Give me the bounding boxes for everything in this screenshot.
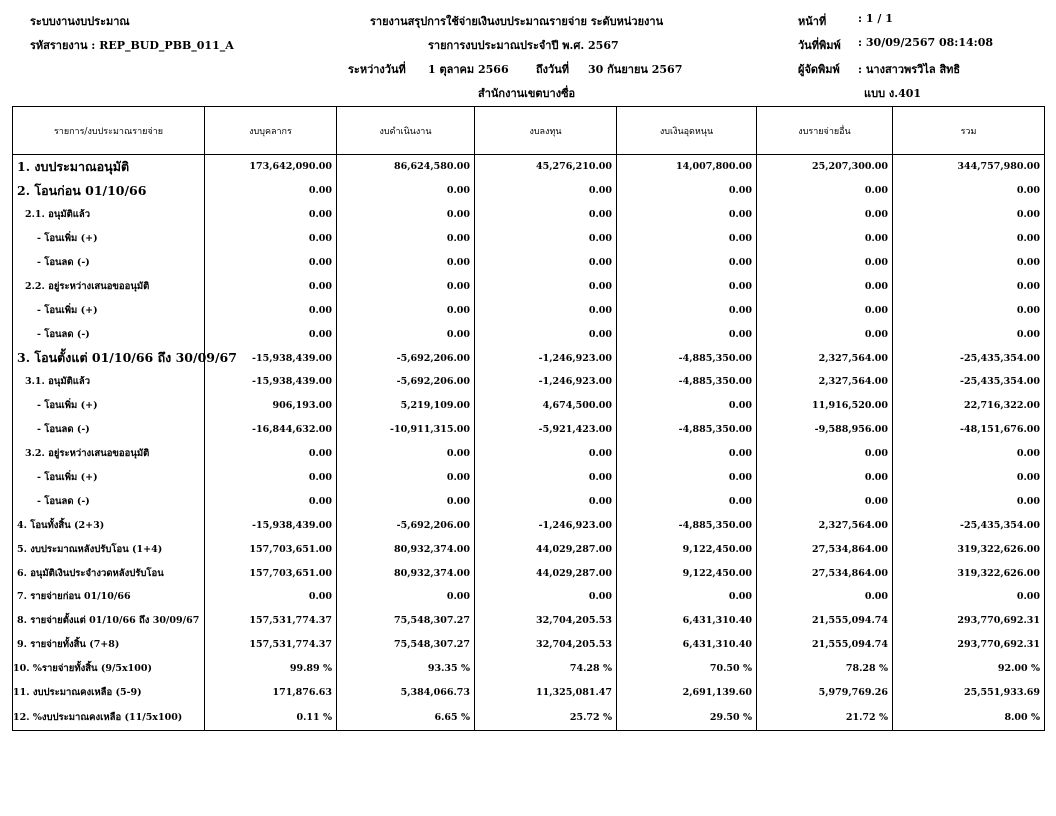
cell-value: 44,029,287.00	[475, 561, 617, 585]
column-header: งบดำเนินงาน	[337, 107, 475, 155]
page-label: หน้าที่	[798, 15, 827, 28]
cell-value: 5,219,109.00	[337, 394, 475, 418]
cell-value: 0.00	[205, 179, 337, 203]
cell-value: 0.00	[475, 585, 617, 609]
cell-value: 0.00	[205, 322, 337, 346]
cell-value: 9,122,450.00	[617, 561, 757, 585]
cell-value: 0.00	[475, 442, 617, 466]
cell-value: -25,435,354.00	[893, 513, 1045, 537]
cell-value: -4,885,350.00	[617, 370, 757, 394]
row-label: 10. %รายจ่ายทั้งสิ้น (9/5x100)	[13, 657, 205, 681]
cell-value: 2,327,564.00	[757, 513, 893, 537]
cell-value: -9,588,956.00	[757, 418, 893, 442]
cell-value: 0.00	[475, 251, 617, 275]
report-subtitle: รายการงบประมาณประจำปี พ.ศ. 2567	[428, 39, 619, 52]
table-row	[13, 346, 1045, 370]
cell-value: 0.00	[757, 298, 893, 322]
cell-value: -48,151,676.00	[893, 418, 1045, 442]
cell-value: 75,548,307.27	[337, 609, 475, 633]
cell-value: 2,327,564.00	[757, 346, 893, 370]
cell-value: -1,246,923.00	[475, 513, 617, 537]
cell-value: 27,534,864.00	[757, 537, 893, 561]
cell-value: 0.00	[205, 585, 337, 609]
cell-value: 0.00	[617, 203, 757, 227]
row-label: 3. โอนตั้งแต่ 01/10/66 ถึง 30/09/67	[13, 346, 205, 370]
cell-value: 0.00	[337, 322, 475, 346]
table-row	[13, 274, 1045, 298]
table-row	[13, 609, 1045, 633]
cell-value: 173,642,090.00	[205, 155, 337, 179]
cell-value: -1,246,923.00	[475, 370, 617, 394]
cell-value: 0.00	[617, 585, 757, 609]
cell-value: 0.00	[893, 442, 1045, 466]
cell-value: 0.00	[617, 298, 757, 322]
cell-value: 0.00	[337, 179, 475, 203]
cell-value: 99.89 %	[205, 657, 337, 681]
row-label: 2.2. อยู่ระหว่างเสนอขออนุมัติ	[13, 274, 205, 298]
cell-value: 80,932,374.00	[337, 537, 475, 561]
cell-value: 0.00	[337, 442, 475, 466]
table-row	[13, 466, 1045, 490]
cell-value: 6,431,310.40	[617, 633, 757, 657]
row-label: 5. งบประมาณหลังปรับโอน (1+4)	[13, 537, 205, 561]
table-row	[13, 418, 1045, 442]
table-row	[13, 203, 1045, 227]
print-date-label: วันที่พิมพ์	[798, 39, 841, 52]
row-label: 9. รายจ่ายทั้งสิ้น (7+8)	[13, 633, 205, 657]
table-row	[13, 681, 1045, 705]
row-label: 8. รายจ่ายตั้งแต่ 01/10/66 ถึง 30/09/67	[13, 609, 205, 633]
table-header-row	[13, 107, 1045, 155]
cell-value: 0.00	[475, 298, 617, 322]
cell-value: 11,325,081.47	[475, 681, 617, 705]
cell-value: 157,531,774.37	[205, 633, 337, 657]
column-header: งบรายจ่ายอื่น	[757, 107, 893, 155]
cell-value: 0.00	[617, 251, 757, 275]
cell-value: 25.72 %	[475, 704, 617, 731]
cell-value: -25,435,354.00	[893, 370, 1045, 394]
cell-value: 0.00	[337, 251, 475, 275]
cell-value: -4,885,350.00	[617, 346, 757, 370]
cell-value: -25,435,354.00	[893, 346, 1045, 370]
cell-value: 0.00	[893, 227, 1045, 251]
cell-value: 0.00	[205, 203, 337, 227]
report-code: รหัสรายงาน : REP_BUD_PBB_011_A	[30, 39, 234, 52]
cell-value: 0.00	[475, 274, 617, 298]
cell-value: 0.00	[757, 466, 893, 490]
cell-value: -4,885,350.00	[617, 513, 757, 537]
cell-value: 0.00	[757, 442, 893, 466]
cell-value: -1,246,923.00	[475, 346, 617, 370]
cell-value: -15,938,439.00	[205, 346, 337, 370]
cell-value: -5,692,206.00	[337, 513, 475, 537]
cell-value: 5,384,066.73	[337, 681, 475, 705]
table-row	[13, 322, 1045, 346]
cell-value: 0.00	[757, 489, 893, 513]
cell-value: 25,551,933.69	[893, 681, 1045, 705]
cell-value: 0.00	[893, 274, 1045, 298]
row-label: - โอนเพิ่ม (+)	[13, 298, 205, 322]
table-row	[13, 227, 1045, 251]
cell-value: 11,916,520.00	[757, 394, 893, 418]
cell-value: 6,431,310.40	[617, 609, 757, 633]
cell-value: 0.00	[757, 322, 893, 346]
cell-value: 0.00	[757, 227, 893, 251]
cell-value: 32,704,205.53	[475, 633, 617, 657]
row-label: - โอนลด (-)	[13, 418, 205, 442]
column-header: งบบุคลากร	[205, 107, 337, 155]
cell-value: 0.00	[205, 227, 337, 251]
row-label: 3.2. อยู่ระหว่างเสนอขออนุมัติ	[13, 442, 205, 466]
cell-value: 0.00	[617, 394, 757, 418]
row-label: 3.1. อนุมัติแล้ว	[13, 370, 205, 394]
print-date-value: : 30/09/2567 08:14:08	[858, 36, 994, 49]
cell-value: 0.00	[757, 274, 893, 298]
cell-value: 0.00	[893, 203, 1045, 227]
report-title: รายงานสรุปการใช้จ่ายเงินงบประมาณรายจ่าย ระดับหน่วยงาน	[370, 15, 664, 28]
column-header: งบเงินอุดหนุน	[617, 107, 757, 155]
table-row	[13, 513, 1045, 537]
system-name: ระบบงานงบประมาณ	[30, 15, 130, 28]
cell-value: 319,322,626.00	[893, 537, 1045, 561]
cell-value: 75,548,307.27	[337, 633, 475, 657]
row-label: 6. อนุมัติเงินประจำงวดหลังปรับโอน	[13, 561, 205, 585]
cell-value: 0.00	[893, 298, 1045, 322]
cell-value: 29.50 %	[617, 704, 757, 731]
cell-value: -16,844,632.00	[205, 418, 337, 442]
cell-value: 0.00	[337, 585, 475, 609]
cell-value: 86,624,580.00	[337, 155, 475, 179]
table-row	[13, 633, 1045, 657]
row-label: - โอนลด (-)	[13, 322, 205, 346]
printer-value: : นางสาวพรวิไล สิทธิ	[858, 63, 961, 76]
column-header: รายการ/งบประมาณรายจ่าย	[13, 107, 205, 155]
row-label: - โอนลด (-)	[13, 489, 205, 513]
cell-value: 22,716,322.00	[893, 394, 1045, 418]
cell-value: 157,703,651.00	[205, 561, 337, 585]
cell-value: 157,703,651.00	[205, 537, 337, 561]
cell-value: 21.72 %	[757, 704, 893, 731]
period-start: 1 ตุลาคม 2566	[428, 63, 509, 76]
cell-value: 2,327,564.00	[757, 370, 893, 394]
cell-value: 0.00	[205, 442, 337, 466]
cell-value: 0.00	[475, 179, 617, 203]
cell-value: 27,534,864.00	[757, 561, 893, 585]
cell-value: 21,555,094.74	[757, 633, 893, 657]
cell-value: 0.00	[337, 298, 475, 322]
cell-value: 0.00	[337, 274, 475, 298]
row-label: 2.1. อนุมัติแล้ว	[13, 203, 205, 227]
cell-value: 0.00	[475, 203, 617, 227]
row-label: 12. %งบประมาณคงเหลือ (11/5x100)	[13, 704, 205, 731]
cell-value: 8.00 %	[893, 704, 1045, 731]
cell-value: 0.00	[617, 442, 757, 466]
row-label: - โอนเพิ่ม (+)	[13, 466, 205, 490]
form-code: แบบ ง.401	[864, 87, 922, 100]
cell-value: 0.00	[617, 227, 757, 251]
cell-value: 344,757,980.00	[893, 155, 1045, 179]
row-label: - โอนเพิ่ม (+)	[13, 394, 205, 418]
cell-value: -4,885,350.00	[617, 418, 757, 442]
table-row	[13, 704, 1045, 731]
table-row	[13, 298, 1045, 322]
cell-value: -10,911,315.00	[337, 418, 475, 442]
cell-value: 319,322,626.00	[893, 561, 1045, 585]
cell-value: 293,770,692.31	[893, 609, 1045, 633]
table-row	[13, 251, 1045, 275]
cell-value: 906,193.00	[205, 394, 337, 418]
cell-value: 0.00	[893, 251, 1045, 275]
budget-summary-table	[12, 106, 1045, 731]
cell-value: 0.00	[475, 466, 617, 490]
table-row	[13, 155, 1045, 179]
cell-value: 0.00	[893, 322, 1045, 346]
cell-value: 0.00	[475, 322, 617, 346]
cell-value: 0.00	[337, 203, 475, 227]
table-row	[13, 489, 1045, 513]
cell-value: 0.00	[893, 585, 1045, 609]
cell-value: 0.00	[337, 489, 475, 513]
cell-value: 2,691,139.60	[617, 681, 757, 705]
office-name: สำนักงานเขตบางซื่อ	[478, 87, 576, 100]
table-row	[13, 657, 1045, 681]
cell-value: 0.00	[205, 251, 337, 275]
cell-value: 6.65 %	[337, 704, 475, 731]
cell-value: 4,674,500.00	[475, 394, 617, 418]
cell-value: 9,122,450.00	[617, 537, 757, 561]
cell-value: 93.35 %	[337, 657, 475, 681]
cell-value: -5,921,423.00	[475, 418, 617, 442]
page-value: : 1 / 1	[858, 12, 893, 25]
cell-value: 0.00	[617, 322, 757, 346]
printer-label: ผู้จัดพิมพ์	[798, 63, 840, 76]
cell-value: -15,938,439.00	[205, 370, 337, 394]
cell-value: 14,007,800.00	[617, 155, 757, 179]
cell-value: 157,531,774.37	[205, 609, 337, 633]
cell-value: 293,770,692.31	[893, 633, 1045, 657]
cell-value: 45,276,210.00	[475, 155, 617, 179]
cell-value: 0.00	[475, 489, 617, 513]
cell-value: 0.00	[617, 466, 757, 490]
cell-value: 78.28 %	[757, 657, 893, 681]
cell-value: 44,029,287.00	[475, 537, 617, 561]
cell-value: 0.00	[205, 466, 337, 490]
row-label: 7. รายจ่ายก่อน 01/10/66	[13, 585, 205, 609]
cell-value: 32,704,205.53	[475, 609, 617, 633]
cell-value: 171,876.63	[205, 681, 337, 705]
column-header: งบลงทุน	[475, 107, 617, 155]
cell-value: -15,938,439.00	[205, 513, 337, 537]
row-label: 2. โอนก่อน 01/10/66	[13, 179, 205, 203]
cell-value: 0.00	[757, 585, 893, 609]
cell-value: 0.00	[337, 466, 475, 490]
period-label: ระหว่างวันที่	[348, 63, 406, 76]
cell-value: 0.00	[205, 489, 337, 513]
cell-value: 0.00	[757, 251, 893, 275]
table-row	[13, 537, 1045, 561]
cell-value: -5,692,206.00	[337, 370, 475, 394]
cell-value: 0.00	[893, 489, 1045, 513]
period-to-label: ถึงวันที่	[536, 63, 569, 76]
row-label: - โอนลด (-)	[13, 251, 205, 275]
cell-value: 25,207,300.00	[757, 155, 893, 179]
cell-value: 5,979,769.26	[757, 681, 893, 705]
row-label: - โอนเพิ่ม (+)	[13, 227, 205, 251]
cell-value: 70.50 %	[617, 657, 757, 681]
table-row	[13, 394, 1045, 418]
cell-value: 74.28 %	[475, 657, 617, 681]
period-end: 30 กันยายน 2567	[588, 63, 683, 76]
cell-value: 0.00	[337, 227, 475, 251]
cell-value: 0.00	[475, 227, 617, 251]
row-label: 11. งบประมาณคงเหลือ (5-9)	[13, 681, 205, 705]
row-label: 4. โอนทั้งสิ้น (2+3)	[13, 513, 205, 537]
row-label: 1. งบประมาณอนุมัติ	[13, 155, 205, 179]
cell-value: 0.00	[617, 274, 757, 298]
table-row	[13, 442, 1045, 466]
cell-value: 0.00	[893, 466, 1045, 490]
cell-value: 92.00 %	[893, 657, 1045, 681]
cell-value: 0.11 %	[205, 704, 337, 731]
table-row	[13, 179, 1045, 203]
table-row	[13, 370, 1045, 394]
table-row	[13, 561, 1045, 585]
cell-value: 0.00	[757, 179, 893, 203]
cell-value: 0.00	[205, 298, 337, 322]
cell-value: 80,932,374.00	[337, 561, 475, 585]
cell-value: 0.00	[617, 489, 757, 513]
cell-value: 21,555,094.74	[757, 609, 893, 633]
cell-value: -5,692,206.00	[337, 346, 475, 370]
cell-value: 0.00	[617, 179, 757, 203]
cell-value: 0.00	[757, 203, 893, 227]
cell-value: 0.00	[205, 274, 337, 298]
column-header: รวม	[893, 107, 1045, 155]
table-row	[13, 585, 1045, 609]
cell-value: 0.00	[893, 179, 1045, 203]
